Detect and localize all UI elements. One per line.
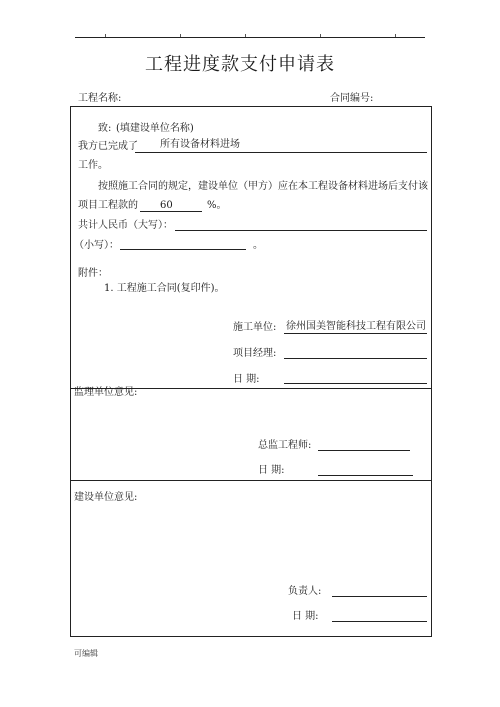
top-rule-tick — [320, 34, 321, 37]
date-label-supervision: 日 期: — [258, 465, 285, 476]
to-placeholder: (填建设单位名称) — [116, 123, 194, 134]
table-right-border — [431, 106, 432, 637]
contractor-unit-value: 徐州国美智能科技工程有限公司 — [286, 321, 426, 332]
project-name-label: 工程名称: — [78, 93, 122, 104]
contractor-unit-label: 施工单位: — [233, 322, 277, 333]
para2-line1: 按照施工合同的规定，建设单位（甲方）应在本工程设备材料进场后支付该 — [98, 181, 428, 192]
done-item: 所有设备材料进场 — [160, 139, 240, 150]
top-rule-tick — [180, 34, 181, 37]
percent-underline — [140, 211, 202, 212]
rmb-lower-label: （小写）： — [74, 240, 119, 251]
rmb-lower-underline — [120, 249, 246, 250]
rmb-lower-suffix: 。 — [253, 240, 263, 251]
done-prefix: 我方已完成了 — [78, 141, 138, 152]
para2-line2-prefix: 项目工程款的 — [78, 200, 138, 211]
contract-no-label: 合同编号: — [330, 93, 374, 104]
project-manager-label: 项目经理: — [233, 348, 277, 359]
date-owner-underline — [332, 621, 427, 622]
done-item-underline — [135, 152, 427, 153]
top-rule-tick — [245, 34, 246, 37]
top-rule-tick — [105, 34, 106, 37]
date-label-owner: 日 期: — [292, 611, 319, 622]
contractor-unit-underline — [284, 333, 427, 334]
responsible-person-label: 负责人: — [288, 586, 322, 597]
attachments-label: 附件： — [78, 268, 108, 279]
to-label: 致: — [98, 123, 112, 134]
percent-value: 60 — [160, 200, 173, 211]
date-contractor-underline — [284, 383, 427, 384]
responsible-person-underline — [332, 596, 427, 597]
table-top-border — [70, 106, 432, 107]
top-rule-tick — [395, 34, 396, 37]
rmb-upper-label: 共计人民币（大写）： — [78, 220, 173, 231]
section-divider — [70, 480, 432, 481]
footer-note: 可编辑 — [74, 649, 98, 658]
table-bottom-border — [70, 636, 432, 637]
chief-supervisor-underline — [318, 450, 410, 451]
rmb-upper-underline — [175, 230, 427, 231]
top-rule — [75, 37, 425, 38]
page-title: 工程进度款支付申请表 — [145, 54, 335, 75]
owner-opinion-label: 建设单位意见: — [74, 492, 138, 503]
supervision-opinion-label: 监理单位意见: — [74, 387, 138, 398]
work-suffix: 工作。 — [78, 160, 108, 171]
date-label-contractor: 日 期: — [233, 374, 260, 385]
table-left-border — [70, 106, 71, 637]
date-supervision-underline — [318, 475, 413, 476]
chief-supervisor-label: 总监工程师: — [258, 440, 312, 451]
percent-suffix: %。 — [207, 200, 227, 211]
project-manager-underline — [284, 358, 427, 359]
attachment-item-1: 1. 工程施工合同(复印件)。 — [104, 283, 225, 294]
